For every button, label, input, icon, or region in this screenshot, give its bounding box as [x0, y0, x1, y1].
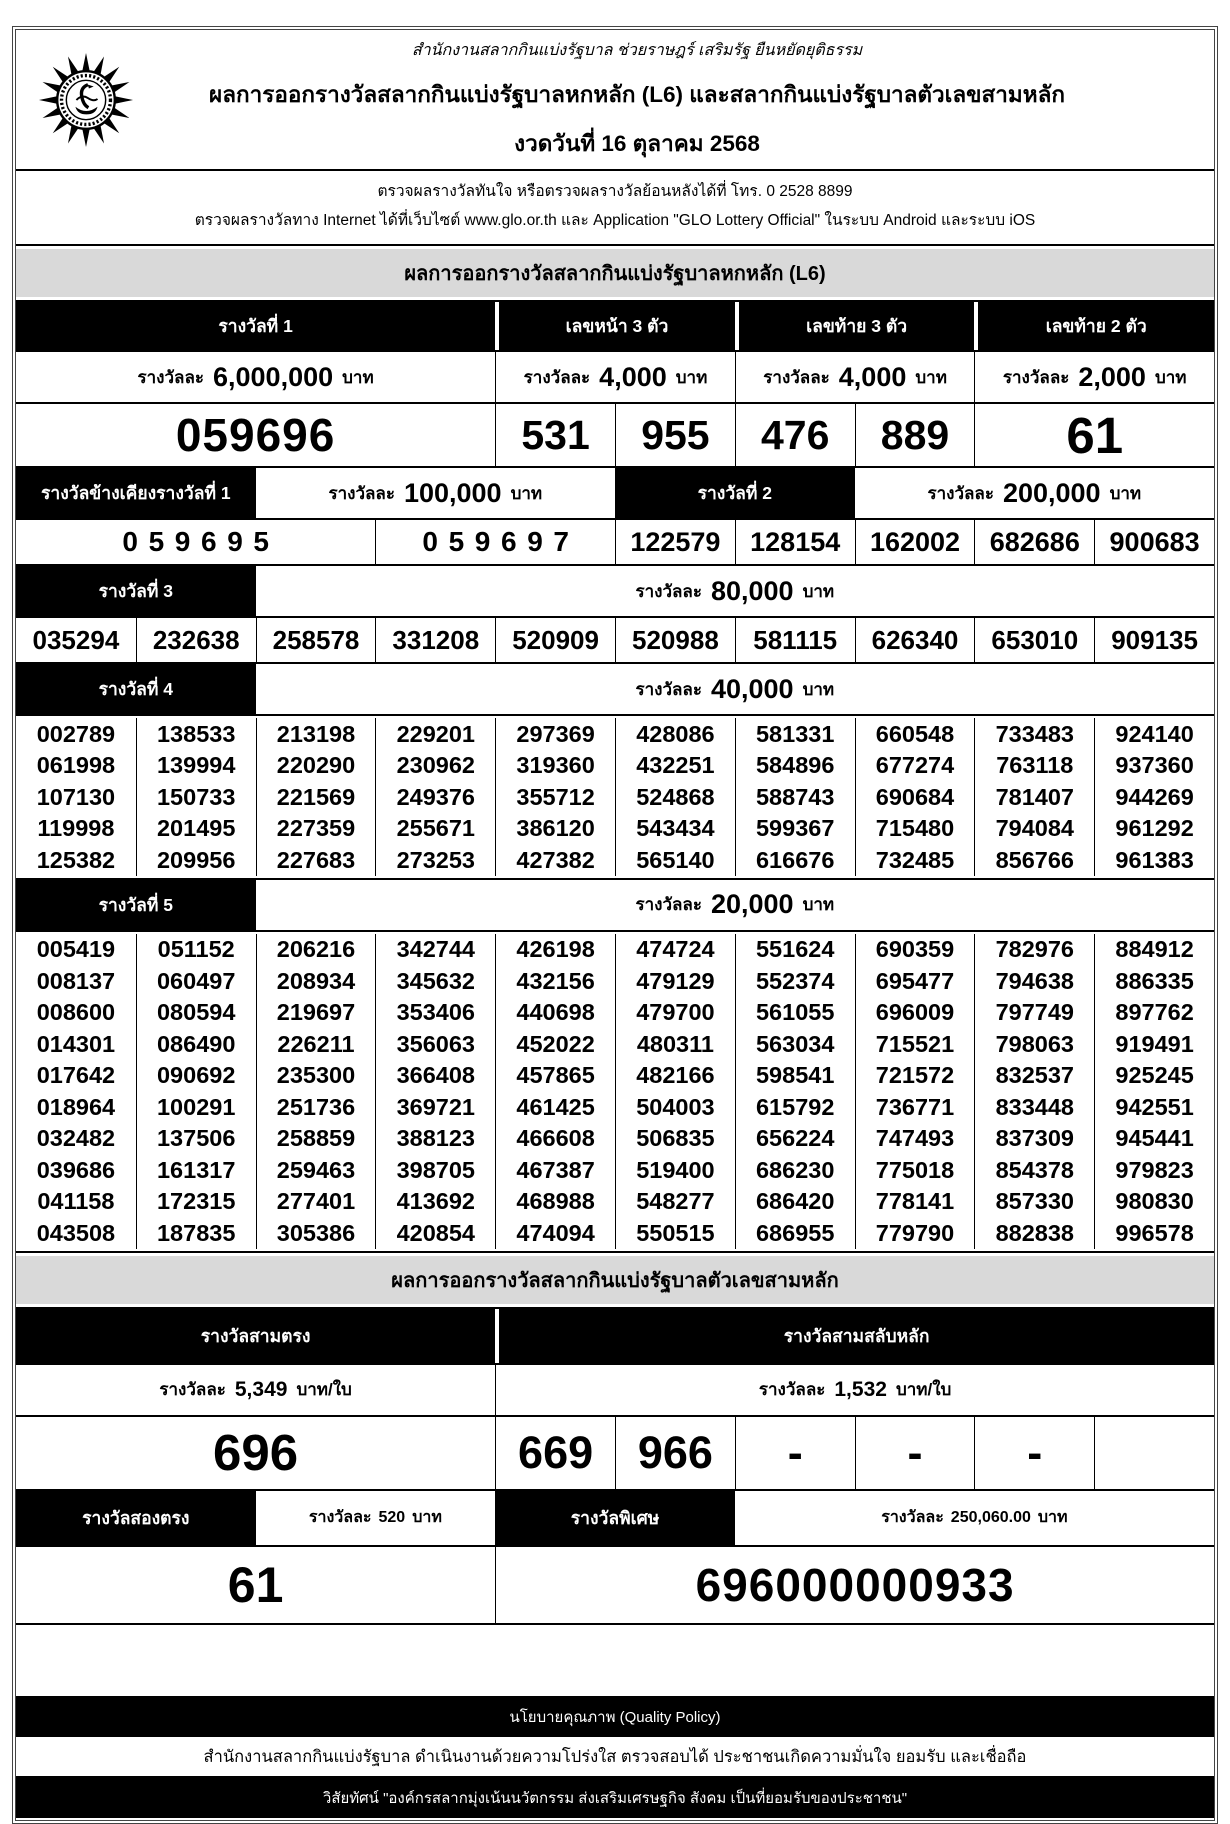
quality-policy-text: สำนักงานสลากกินแบ่งรัฐบาล ดำเนินงานด้วยความโปร่งใส ตรวจสอบได้ ประชาชนเกิดความมั่นใจ ยอมรับ และเชื่อถือ — [16, 1739, 1214, 1778]
prize5-number: 479700 — [615, 997, 735, 1029]
prize4-header-row — [16, 664, 1214, 716]
prize1-column-header: รางวัลที่ 1 — [16, 302, 495, 350]
prize5-number: 342744 — [375, 934, 495, 966]
prize5-number: 060497 — [136, 965, 256, 997]
prize3-number: 653010 — [974, 618, 1094, 662]
prize4-number: 139994 — [136, 750, 256, 782]
prize4-number: 543434 — [615, 813, 735, 845]
prize3-number: 232638 — [136, 618, 256, 662]
prize5-number: 008137 — [36, 967, 116, 994]
front3-column-header: เลขหน้า 3 ตัว — [495, 302, 735, 350]
glo-seal-icon — [34, 52, 138, 148]
info-phone-line: ตรวจผลรางวัลทันใจ หรือตรวจผลรางวัลย้อนหลังได้ที่ โทร. 0 2528 8899 — [377, 183, 853, 200]
three-digit-amount-row — [16, 1365, 1214, 1417]
prize5-number: 235300 — [256, 1060, 376, 1092]
prize5-label: รางวัลที่ 5 — [16, 880, 256, 930]
prize5-number: 251736 — [256, 1091, 376, 1123]
last2-column-header: เลขท้าย 2 ตัว — [974, 302, 1214, 350]
first-prize-number: 059696 — [175, 409, 336, 462]
prize5-number: 017642 — [36, 1062, 116, 1089]
prize2-number: 162002 — [855, 520, 975, 564]
amount-prefix: รางวัลละ — [763, 367, 830, 387]
prize5-number: 550515 — [615, 1217, 735, 1249]
prize5-number: 100291 — [136, 1091, 256, 1123]
prize4-number: 581331 — [735, 718, 855, 750]
check-results-info — [16, 171, 1214, 246]
prize3-number: 520988 — [615, 618, 735, 662]
prize4-number: 138533 — [136, 718, 256, 750]
amount-unit: บาท — [1154, 367, 1187, 387]
amount-value: 200,000 — [1002, 477, 1101, 508]
prize5-number: 206216 — [256, 934, 376, 966]
prize4-number: 119998 — [37, 815, 115, 842]
prize5-number: 686230 — [735, 1154, 855, 1186]
prize4-number: 660548 — [855, 718, 975, 750]
prize3-number: 331208 — [375, 618, 495, 662]
amount-value: 100,000 — [403, 477, 502, 508]
prize4-number: 255671 — [375, 813, 495, 845]
prize5-number: 356063 — [375, 1028, 495, 1060]
prize4-number: 616676 — [735, 844, 855, 876]
page-title: ผลการออกรางวัลสลากกินแบ่งรัฐบาลหกหลัก (L6) และสลากกินแบ่งรัฐบาลตัวเลขสามหลัก — [209, 82, 1065, 107]
info-web-line: ตรวจผลรางวัลทาง Internet ได้ที่เว็บไซต์ www.glo.or.th และ Application "GLO Lottery Official" ในระบบ Android และระบบ iOS — [194, 211, 1036, 229]
prize5-number: 686955 — [735, 1217, 855, 1249]
last2-amount — [974, 352, 1214, 402]
prize5-number: 942551 — [1094, 1091, 1214, 1123]
prize2-number: 900683 — [1094, 520, 1214, 564]
adjacent-prize-amount — [256, 468, 615, 518]
straight3-column-header: รางวัลสามตรง — [16, 1309, 495, 1363]
straight3-number: 696 — [213, 1424, 299, 1482]
front3-number: 955 — [615, 404, 735, 466]
prize5-number: 519400 — [615, 1154, 735, 1186]
prize5-number: 798063 — [974, 1028, 1094, 1060]
prize5-number: 090692 — [136, 1060, 256, 1092]
amount-unit: บาท — [675, 367, 708, 387]
prize5-number: 747493 — [855, 1123, 975, 1155]
prize5-number: 137506 — [136, 1123, 256, 1155]
prize5-number: 051152 — [136, 934, 256, 966]
last2-number: 61 — [974, 404, 1214, 466]
prize4-number: 794084 — [974, 813, 1094, 845]
prize4-amount — [256, 664, 1214, 714]
prize4-number: 249376 — [375, 781, 495, 813]
prize5-number: 353406 — [375, 997, 495, 1029]
prize5-number: 420854 — [375, 1217, 495, 1249]
special-prize-number: 696000000933 — [495, 1547, 1214, 1623]
prize5-number: 366408 — [375, 1060, 495, 1092]
prize3-number: 258578 — [256, 618, 376, 662]
prize5-number: 474094 — [495, 1217, 615, 1249]
amount-unit: บาท/ใบ — [895, 1380, 952, 1400]
amount-prefix: รางวัลละ — [927, 483, 994, 503]
prize5-number: 695477 — [855, 965, 975, 997]
amount-value: 80,000 — [710, 575, 794, 606]
prize4-numbers-grid — [16, 716, 1214, 880]
amount-prefix: รางวัลละ — [758, 1380, 826, 1400]
amount-prefix: รางวัลละ — [159, 1380, 226, 1400]
prize2-number: 122579 — [615, 520, 735, 564]
adjacent-prize-label: รางวัลข้างเคียงรางวัลที่ 1 — [16, 468, 256, 518]
amount-value: 4,000 — [599, 361, 667, 392]
prize5-number: 548277 — [615, 1186, 735, 1218]
three-digit-numbers-row — [16, 1417, 1214, 1491]
prize5-number: 008600 — [36, 999, 116, 1026]
prize5-number: 039686 — [36, 1156, 116, 1183]
prize4-number: 524868 — [615, 781, 735, 813]
prize5-number: 467387 — [495, 1154, 615, 1186]
prize4-number: 584896 — [735, 750, 855, 782]
prize5-number: 996578 — [1094, 1217, 1214, 1249]
prize2-amount — [855, 468, 1214, 518]
prize5-number: 656224 — [735, 1123, 855, 1155]
prize5-number: 413692 — [375, 1186, 495, 1218]
prize4-number: 677274 — [855, 750, 975, 782]
special-prize-amount — [735, 1491, 1214, 1545]
prize5-number: 736771 — [855, 1091, 975, 1123]
amount-unit: บาท — [1037, 1509, 1068, 1527]
prize5-number: 925245 — [1094, 1060, 1214, 1092]
prize4-number: 061998 — [36, 752, 116, 779]
prize4-number: 733483 — [974, 718, 1094, 750]
prize5-number: 715521 — [855, 1028, 975, 1060]
prize5-number: 482166 — [615, 1060, 735, 1092]
amount-prefix: รางวัลละ — [881, 1509, 944, 1527]
prize4-number: 588743 — [735, 781, 855, 813]
prize4-number: 355712 — [495, 781, 615, 813]
l6-column-header-row — [16, 302, 1214, 352]
prize5-numbers-grid — [16, 932, 1214, 1253]
amount-prefix: รางวัลละ — [308, 1509, 372, 1527]
prize5-number: 854378 — [974, 1154, 1094, 1186]
prize4-number: 427382 — [495, 844, 615, 876]
prize4-number: 944269 — [1094, 781, 1214, 813]
prize5-number: 086490 — [136, 1028, 256, 1060]
prize5-number: 161317 — [136, 1154, 256, 1186]
prize5-number: 369721 — [375, 1091, 495, 1123]
amount-value: 6,000,000 — [213, 361, 334, 392]
prize5-number: 797749 — [974, 997, 1094, 1029]
prize5-number: 277401 — [256, 1186, 376, 1218]
amount-value: 40,000 — [710, 673, 794, 704]
prize4-number: 221569 — [256, 781, 376, 813]
prize3-label: รางวัลที่ 3 — [16, 566, 256, 616]
prize5-number: 226211 — [256, 1028, 376, 1060]
prize4-number: 763118 — [974, 750, 1094, 782]
amount-prefix: รางวัลละ — [523, 367, 591, 387]
document-border — [12, 26, 1218, 1824]
permuted3-column-header: รางวัลสามสลับหลัก — [495, 1309, 1214, 1363]
amount-unit: บาท — [802, 581, 835, 601]
vision-text: วิสัยทัศน์ "องค์กรสลากมุ่งเน้นนวัตกรรม ส่งเสริมเศรษฐกิจ สังคม เป็นที่ยอมรับของประชาชน" — [322, 1789, 908, 1807]
last3-number: 889 — [855, 404, 975, 466]
l6-amount-row — [16, 352, 1214, 404]
amount-value: 1,532 — [834, 1377, 887, 1401]
prize5-number: 882838 — [974, 1217, 1094, 1249]
prize5-number: 778141 — [855, 1186, 975, 1218]
quality-policy-title: นโยบายคุณภาพ (Quality Policy) — [509, 1708, 721, 1726]
amount-value: 5,349 — [234, 1377, 288, 1401]
prize5-number: 506835 — [615, 1123, 735, 1155]
prize4-number: 150733 — [136, 781, 256, 813]
straight2-and-special-numbers-row — [16, 1547, 1214, 1625]
three-digit-section-title: ผลการออกรางวัลสลากกินแบ่งรัฐบาลตัวเลขสามหลัก — [16, 1253, 1214, 1309]
permuted3-number: 669 — [495, 1417, 615, 1489]
prize2-number: 128154 — [735, 520, 855, 564]
adjacent-and-prize2-header-row — [16, 468, 1214, 520]
prize5-number: 945441 — [1094, 1123, 1214, 1155]
permuted3-amount — [495, 1365, 1214, 1415]
front3-amount — [495, 352, 735, 402]
prize5-number: 690359 — [855, 934, 975, 966]
straight3-amount — [16, 1365, 495, 1415]
prize4-number: 690684 — [855, 781, 975, 813]
amount-prefix: รางวัลละ — [1002, 367, 1070, 387]
prize3-number: 581115 — [735, 618, 855, 662]
prize5-header-row — [16, 880, 1214, 932]
prize3-number: 520909 — [495, 618, 615, 662]
prize4-number: 230962 — [375, 750, 495, 782]
prize4-number: 715480 — [855, 813, 975, 845]
three-digit-column-header-row — [16, 1309, 1214, 1365]
prize5-number: 980830 — [1094, 1186, 1214, 1218]
amount-prefix: รางวัลละ — [635, 581, 702, 601]
prize5-number: 041158 — [37, 1188, 115, 1215]
last3-column-header: เลขท้าย 3 ตัว — [735, 302, 975, 350]
document-header — [16, 30, 1214, 171]
l6-winning-numbers-row — [16, 404, 1214, 468]
prize5-number: 305386 — [256, 1217, 376, 1249]
prize4-number: 125382 — [36, 846, 116, 873]
prize4-label: รางวัลที่ 4 — [16, 664, 256, 714]
prize5-number: 452022 — [495, 1028, 615, 1060]
prize4-number: 599367 — [735, 813, 855, 845]
prize4-number: 781407 — [974, 781, 1094, 813]
prize5-number: 259463 — [256, 1154, 376, 1186]
prize5-number: 615792 — [735, 1091, 855, 1123]
prize3-amount — [256, 566, 1214, 616]
amount-unit: บาท — [510, 483, 543, 503]
prize5-number: 696009 — [855, 997, 975, 1029]
prize4-number: 565140 — [615, 844, 735, 876]
last3-amount — [735, 352, 975, 402]
prize5-number: 208934 — [256, 965, 376, 997]
prize5-number: 897762 — [1094, 997, 1214, 1029]
prize4-number: 209956 — [136, 844, 256, 876]
prize5-number: 552374 — [735, 965, 855, 997]
prize5-number: 457865 — [495, 1060, 615, 1092]
permuted3-number: - — [974, 1417, 1094, 1489]
quality-policy-title-bar — [16, 1697, 1214, 1739]
prize5-number: 886335 — [1094, 965, 1214, 997]
straight2-label: รางวัลสองตรง — [16, 1491, 256, 1545]
straight2-amount — [256, 1491, 496, 1545]
prize3-numbers-grid — [16, 618, 1214, 664]
amount-prefix: รางวัลละ — [328, 483, 395, 503]
adjacent-and-prize2-numbers-row — [16, 520, 1214, 566]
prize5-number: 018964 — [36, 1093, 116, 1120]
prize5-number: 187835 — [136, 1217, 256, 1249]
prize5-number: 833448 — [974, 1091, 1094, 1123]
amount-prefix: รางวัลละ — [137, 367, 204, 387]
prize4-number: 856766 — [974, 844, 1094, 876]
prize5-number: 884912 — [1094, 934, 1214, 966]
amount-value: 250,060.00 — [950, 1508, 1031, 1526]
prize5-number: 979823 — [1094, 1154, 1214, 1186]
prize4-number: 297369 — [495, 718, 615, 750]
prize5-number: 837309 — [974, 1123, 1094, 1155]
prize5-number: 461425 — [495, 1091, 615, 1123]
prize2-number: 682686 — [974, 520, 1094, 564]
permuted3-number: - — [735, 1417, 855, 1489]
prize5-number: 474724 — [615, 934, 735, 966]
prize5-number: 258859 — [256, 1123, 376, 1155]
prize4-number: 213198 — [256, 718, 376, 750]
prize5-number: 775018 — [855, 1154, 975, 1186]
prize5-amount — [256, 880, 1214, 930]
prize4-number: 229201 — [375, 718, 495, 750]
prize5-number: 721572 — [855, 1060, 975, 1092]
prize5-number: 561055 — [735, 997, 855, 1029]
prize4-number: 937360 — [1094, 750, 1214, 782]
amount-value: 2,000 — [1078, 361, 1146, 392]
prize5-number: 782976 — [974, 934, 1094, 966]
header-text-block — [138, 38, 1196, 161]
prize5-number: 468988 — [495, 1186, 615, 1218]
vision-bar — [16, 1778, 1214, 1820]
amount-unit: บาท — [802, 895, 835, 915]
prize5-number: 345632 — [375, 965, 495, 997]
prize4-number: 732485 — [855, 844, 975, 876]
permuted3-number: - — [855, 1417, 975, 1489]
special-prize-label: รางวัลพิเศษ — [495, 1491, 735, 1545]
prize5-number: 080594 — [136, 997, 256, 1029]
prize4-number: 227359 — [256, 813, 376, 845]
prize5-number: 432156 — [495, 965, 615, 997]
prize3-number: 035294 — [32, 624, 120, 655]
prize5-number: 504003 — [615, 1091, 735, 1123]
prize5-number: 032482 — [36, 1125, 116, 1152]
prize5-number: 563034 — [735, 1028, 855, 1060]
prize5-number: 832537 — [974, 1060, 1094, 1092]
permuted3-number: 966 — [615, 1417, 735, 1489]
prize1-amount — [16, 352, 495, 402]
prize4-number: 319360 — [495, 750, 615, 782]
prize4-number: 961292 — [1094, 813, 1214, 845]
amount-prefix: รางวัลละ — [635, 679, 702, 699]
straight2-number: 61 — [227, 1556, 284, 1613]
prize4-number: 227683 — [256, 844, 376, 876]
prize5-number: 479129 — [615, 965, 735, 997]
permuted3-number — [1094, 1417, 1214, 1489]
prize4-number: 961383 — [1094, 844, 1214, 876]
prize3-number: 626340 — [855, 618, 975, 662]
last3-number: 476 — [735, 404, 855, 466]
amount-value: 4,000 — [838, 361, 907, 392]
amount-unit: บาท — [1109, 483, 1142, 503]
prize5-number: 005419 — [36, 936, 116, 963]
prize5-number: 686420 — [735, 1186, 855, 1218]
prize4-number: 002789 — [36, 720, 116, 747]
amount-value: 20,000 — [710, 889, 794, 920]
prize4-number: 386120 — [495, 813, 615, 845]
prize4-number: 107130 — [36, 783, 116, 810]
prize5-number: 466608 — [495, 1123, 615, 1155]
prize4-number: 201495 — [136, 813, 256, 845]
adjacent-number: 059697 — [375, 520, 615, 564]
prize5-number: 919491 — [1094, 1028, 1214, 1060]
prize3-header-row — [16, 566, 1214, 618]
prize4-number: 273253 — [375, 844, 495, 876]
amount-unit: บาท — [915, 367, 947, 387]
prize5-number: 398705 — [375, 1154, 495, 1186]
amount-unit: บาท — [802, 679, 835, 699]
prize2-label: รางวัลที่ 2 — [615, 468, 855, 518]
prize5-number: 043508 — [36, 1219, 116, 1246]
amount-unit: บาท — [342, 367, 374, 387]
prize4-number: 428086 — [615, 718, 735, 750]
prize5-number: 598541 — [735, 1060, 855, 1092]
prize4-number: 220290 — [256, 750, 376, 782]
amount-value: 520 — [378, 1508, 406, 1526]
l6-section-title: ผลการออกรางวัลสลากกินแบ่งรัฐบาลหกหลัก (L6) — [16, 246, 1214, 302]
adjacent-number: 059695 — [122, 526, 280, 558]
prize5-number: 172315 — [136, 1186, 256, 1218]
front3-number: 531 — [495, 404, 615, 466]
prize5-number: 551624 — [735, 934, 855, 966]
prize4-number: 432251 — [615, 750, 735, 782]
draw-date: งวดวันที่ 16 ตุลาคม 2568 — [514, 131, 760, 156]
prize5-number: 219697 — [256, 997, 376, 1029]
blank-spacer-row — [16, 1625, 1214, 1697]
prize5-number: 014301 — [36, 1030, 116, 1057]
prize5-number: 426198 — [495, 934, 615, 966]
prize5-number: 388123 — [375, 1123, 495, 1155]
amount-prefix: รางวัลละ — [635, 895, 702, 915]
prize5-number: 440698 — [495, 997, 615, 1029]
straight2-and-special-header-row — [16, 1491, 1214, 1547]
office-motto: สำนักงานสลากกินแบ่งรัฐบาล ช่วยราษฎร์ เสริมรัฐ ยืนหยัดยุติธรรม — [411, 42, 863, 59]
amount-unit: บาท/ใบ — [296, 1380, 352, 1400]
prize5-number: 480311 — [615, 1028, 735, 1060]
prize5-number: 779790 — [855, 1217, 975, 1249]
prize5-number: 857330 — [974, 1186, 1094, 1218]
amount-unit: บาท — [412, 1509, 442, 1527]
prize5-number: 794638 — [974, 965, 1094, 997]
prize3-number: 909135 — [1094, 618, 1214, 662]
prize4-number: 924140 — [1094, 718, 1214, 750]
